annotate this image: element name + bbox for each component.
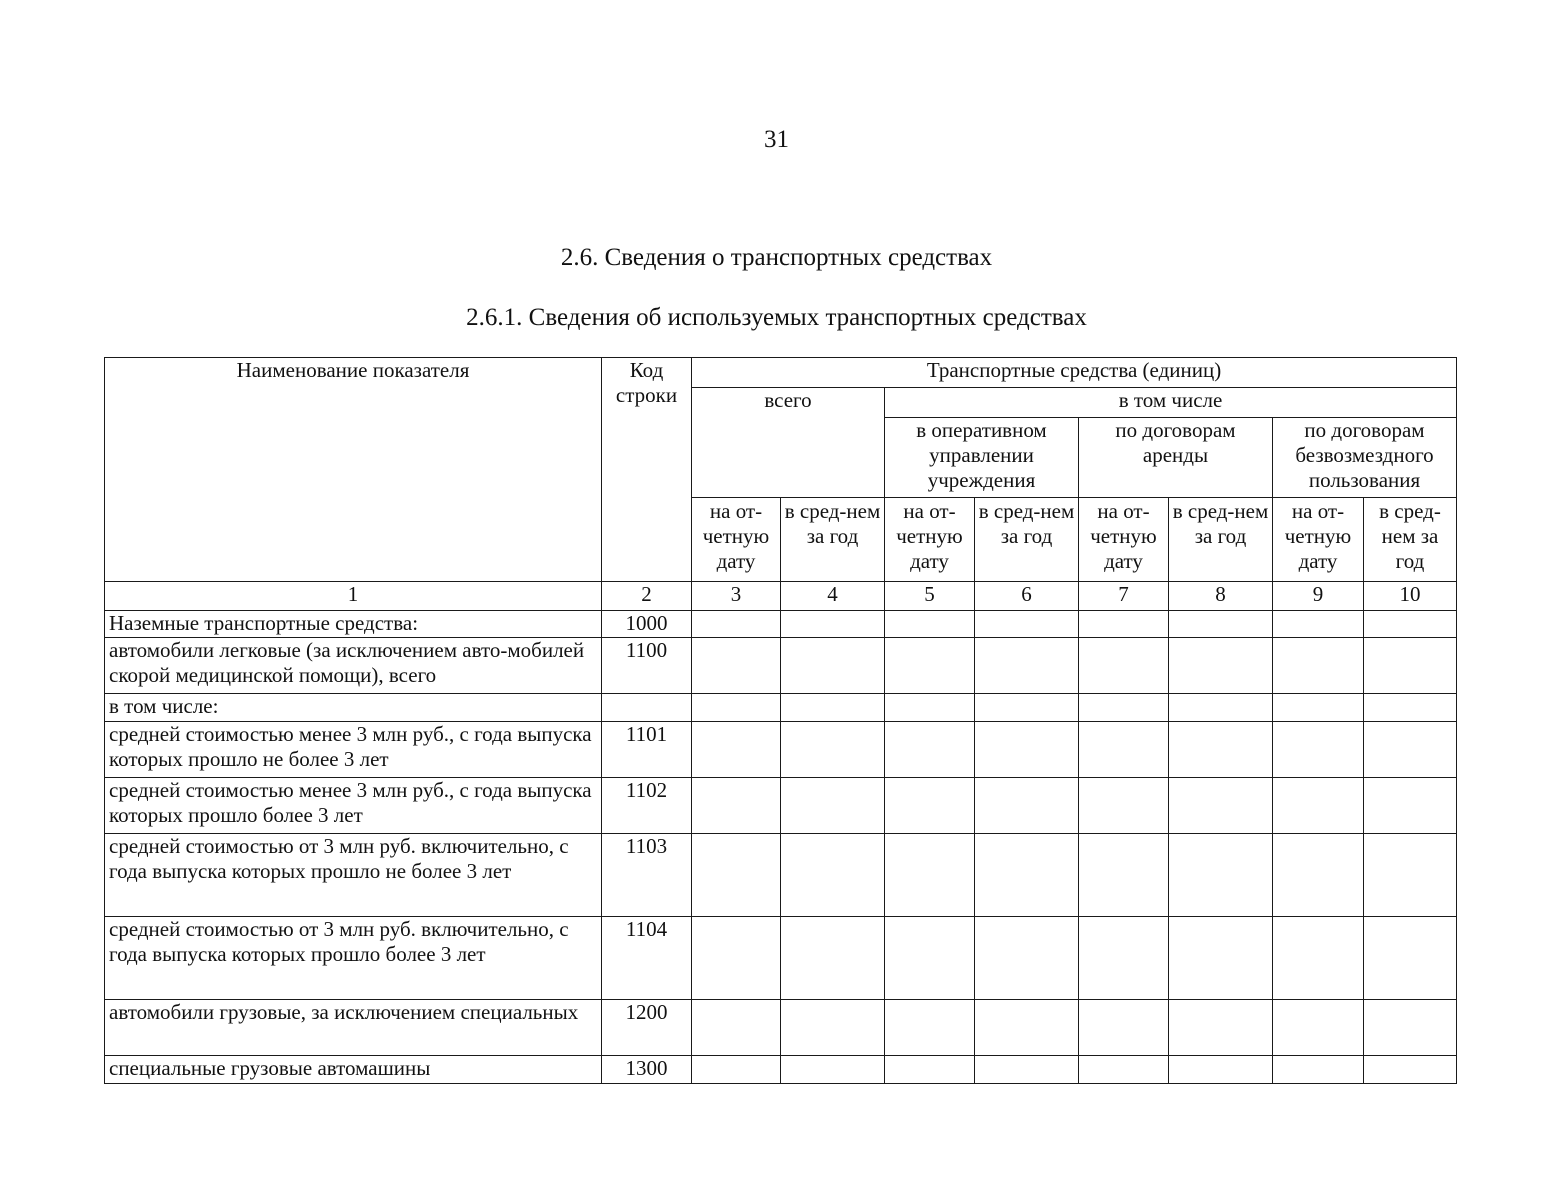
value-cell[interactable] — [1364, 834, 1457, 917]
value-cell[interactable] — [885, 1000, 975, 1056]
column-number: 5 — [885, 582, 975, 611]
value-cell[interactable] — [1169, 778, 1273, 834]
table-row — [105, 834, 1457, 917]
value-cell[interactable] — [692, 1056, 781, 1084]
value-cell[interactable] — [1364, 611, 1457, 638]
value-cell[interactable] — [692, 834, 781, 917]
value-cell[interactable] — [1273, 722, 1364, 778]
value-cell[interactable] — [1364, 694, 1457, 722]
value-cell[interactable] — [885, 722, 975, 778]
header-transport: Транспортные средства (единиц) — [692, 358, 1457, 388]
value-cell[interactable] — [1079, 917, 1169, 1000]
column-number: 7 — [1079, 582, 1169, 611]
subsection-title: 2.6.1. Сведения об используемых транспортных средствах — [466, 304, 1087, 331]
row-code: 1103 — [602, 834, 692, 917]
column-number: 1 — [105, 582, 602, 611]
header-code: Код строки — [602, 358, 692, 582]
value-cell[interactable] — [885, 1056, 975, 1084]
section-title: 2.6. Сведения о транспортных средствах — [560, 244, 993, 271]
column-number: 3 — [692, 582, 781, 611]
value-cell[interactable] — [1169, 917, 1273, 1000]
value-cell[interactable] — [1169, 694, 1273, 722]
value-cell[interactable] — [1364, 722, 1457, 778]
value-cell[interactable] — [975, 778, 1079, 834]
value-cell[interactable] — [1079, 611, 1169, 638]
value-cell[interactable] — [975, 722, 1079, 778]
table-row — [105, 1000, 1457, 1056]
value-cell[interactable] — [1273, 834, 1364, 917]
row-name: средней стоимостью от 3 млн руб. включительно, с года выпуска которых прошло более 3 лет — [105, 917, 602, 1000]
value-cell[interactable] — [692, 917, 781, 1000]
header-avg-year: в сред-нем за год — [1169, 498, 1273, 582]
value-cell[interactable] — [885, 917, 975, 1000]
header-total: всего — [692, 388, 885, 498]
value-cell[interactable] — [692, 694, 781, 722]
row-name: автомобили грузовые, за исключением специальных — [105, 1000, 602, 1056]
value-cell[interactable] — [1169, 834, 1273, 917]
value-cell[interactable] — [781, 917, 885, 1000]
row-name: в том числе: — [105, 694, 602, 722]
header-at-date: на от-четную дату — [692, 498, 781, 582]
table-row — [105, 694, 1457, 722]
value-cell[interactable] — [975, 611, 1079, 638]
transport-table — [104, 357, 1457, 1084]
column-number: 6 — [975, 582, 1079, 611]
row-code: 1104 — [602, 917, 692, 1000]
value-cell[interactable] — [975, 638, 1079, 694]
value-cell[interactable] — [1273, 1056, 1364, 1084]
value-cell[interactable] — [1079, 778, 1169, 834]
value-cell[interactable] — [781, 778, 885, 834]
value-cell[interactable] — [1169, 722, 1273, 778]
value-cell[interactable] — [1273, 778, 1364, 834]
value-cell[interactable] — [1169, 1000, 1273, 1056]
value-cell[interactable] — [1169, 638, 1273, 694]
column-number: 4 — [781, 582, 885, 611]
table-row — [105, 917, 1457, 1000]
row-code: 1101 — [602, 722, 692, 778]
value-cell[interactable] — [692, 638, 781, 694]
value-cell[interactable] — [1079, 638, 1169, 694]
value-cell[interactable] — [975, 917, 1079, 1000]
header-at-date: на от-четную дату — [1273, 498, 1364, 582]
value-cell[interactable] — [1169, 611, 1273, 638]
value-cell[interactable] — [692, 778, 781, 834]
value-cell[interactable] — [1079, 694, 1169, 722]
value-cell[interactable] — [692, 722, 781, 778]
header-avg-year: в сред-нем за год — [975, 498, 1079, 582]
value-cell[interactable] — [781, 694, 885, 722]
row-code — [602, 694, 692, 722]
value-cell[interactable] — [1364, 638, 1457, 694]
value-cell[interactable] — [781, 611, 885, 638]
row-code: 1100 — [602, 638, 692, 694]
value-cell[interactable] — [1364, 1056, 1457, 1084]
value-cell[interactable] — [692, 1000, 781, 1056]
value-cell[interactable] — [781, 638, 885, 694]
row-code: 1000 — [602, 611, 692, 638]
table-row — [105, 1056, 1457, 1084]
value-cell[interactable] — [885, 694, 975, 722]
header-avg-year: в сред-нем за год — [1364, 498, 1457, 582]
value-cell[interactable] — [1273, 694, 1364, 722]
value-cell[interactable] — [885, 611, 975, 638]
column-number: 8 — [1169, 582, 1273, 611]
row-code: 1200 — [602, 1000, 692, 1056]
value-cell[interactable] — [885, 778, 975, 834]
table-row — [105, 778, 1457, 834]
value-cell[interactable] — [781, 1056, 885, 1084]
row-name: средней стоимостью менее 3 млн руб., с года выпуска которых прошло не более 3 лет — [105, 722, 602, 778]
value-cell[interactable] — [975, 694, 1079, 722]
value-cell[interactable] — [1079, 1056, 1169, 1084]
page-number: 31 — [764, 126, 789, 153]
value-cell[interactable] — [1169, 1056, 1273, 1084]
column-number: 2 — [602, 582, 692, 611]
header-name: Наименование показателя — [105, 358, 602, 582]
header-operative: в оперативном управлении учреждения — [885, 418, 1079, 498]
value-cell[interactable] — [1079, 834, 1169, 917]
value-cell[interactable] — [692, 611, 781, 638]
value-cell[interactable] — [885, 638, 975, 694]
row-code: 1300 — [602, 1056, 692, 1084]
header-at-date: на от-четную дату — [1079, 498, 1169, 582]
value-cell[interactable] — [975, 834, 1079, 917]
value-cell[interactable] — [781, 1000, 885, 1056]
table-row — [105, 611, 1457, 638]
header-lease: по договорам аренды — [1079, 418, 1273, 498]
value-cell[interactable] — [1273, 638, 1364, 694]
table-row — [105, 722, 1457, 778]
header-at-date: на от-четную дату — [885, 498, 975, 582]
header-avg-year: в сред-нем за год — [781, 498, 885, 582]
table-row — [105, 638, 1457, 694]
value-cell[interactable] — [1079, 1000, 1169, 1056]
row-code: 1102 — [602, 778, 692, 834]
header-including: в том числе — [885, 388, 1457, 418]
value-cell[interactable] — [1273, 611, 1364, 638]
row-name: автомобили легковые (за исключением авто-мобилей скорой медицинской помощи), всего — [105, 638, 602, 694]
value-cell[interactable] — [1364, 778, 1457, 834]
value-cell[interactable] — [1273, 917, 1364, 1000]
value-cell[interactable] — [975, 1056, 1079, 1084]
row-name: средней стоимостью от 3 млн руб. включительно, с года выпуска которых прошло не более 3 лет — [105, 834, 602, 917]
row-name: специальные грузовые автомашины — [105, 1056, 602, 1084]
value-cell[interactable] — [781, 834, 885, 917]
value-cell[interactable] — [885, 834, 975, 917]
value-cell[interactable] — [1364, 917, 1457, 1000]
column-number: 10 — [1364, 582, 1457, 611]
row-name: средней стоимостью менее 3 млн руб., с года выпуска которых прошло более 3 лет — [105, 778, 602, 834]
value-cell[interactable] — [1079, 722, 1169, 778]
value-cell[interactable] — [1273, 1000, 1364, 1056]
header-free-use: по договорам безвозмездного пользования — [1273, 418, 1457, 498]
row-name: Наземные транспортные средства: — [105, 611, 602, 638]
value-cell[interactable] — [975, 1000, 1079, 1056]
column-number: 9 — [1273, 582, 1364, 611]
value-cell[interactable] — [781, 722, 885, 778]
value-cell[interactable] — [1364, 1000, 1457, 1056]
